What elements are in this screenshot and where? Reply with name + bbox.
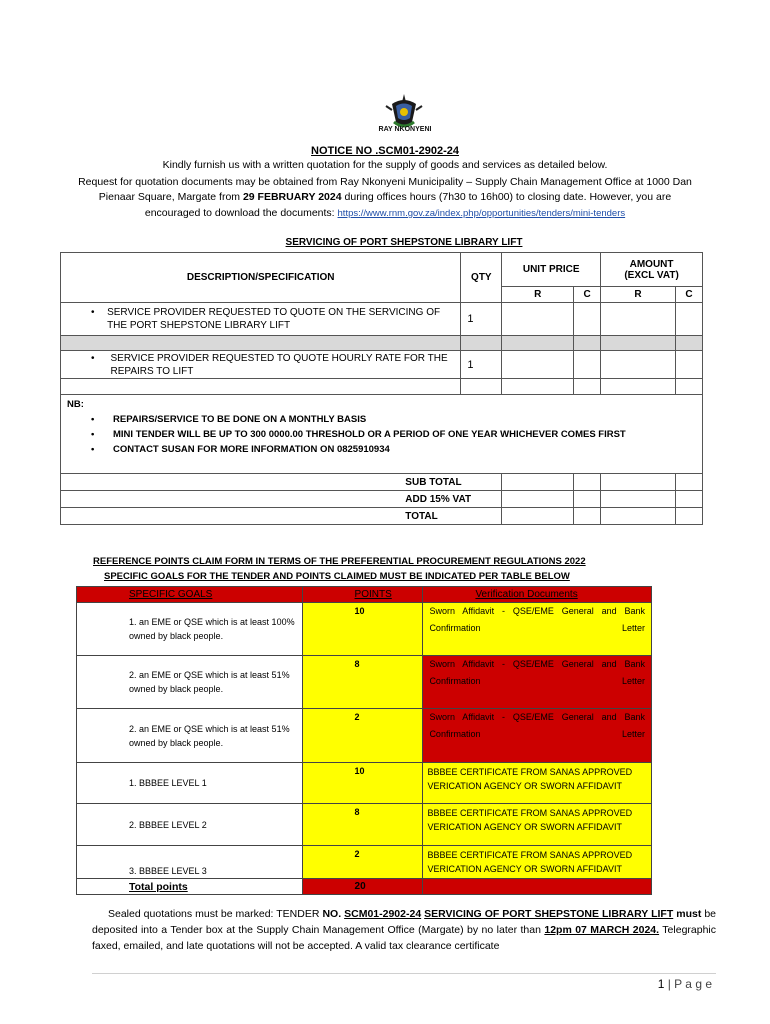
points-title-2: SPECIFIC GOALS FOR THE TENDER AND POINTS CLAIMED MUST BE INDICATED PER TABLE BELOW [104,571,570,582]
logo-text: RAY NKONYENI [378,126,432,133]
total-row [61,508,703,525]
item-1-amount-c[interactable] [675,303,702,336]
unit-price-c: C [574,287,601,303]
points-cell[interactable]: 2 [302,846,423,879]
item-2-amount-c[interactable] [675,351,702,379]
item-1-description: • SERVICE PROVIDER REQUESTED TO QUOTE ON THE SERVICING OF THE PORT SHEPSTONE LIBRARY LIFT [61,303,461,336]
intro-line-3-post: during offices hours (7h30 to 16h00) to closing date. However, you are [341,191,672,203]
vat-c[interactable] [675,491,702,508]
table-row [61,303,703,336]
footer-text-2: be deposited into a Tender box at the Supply Chain Management Office (Margate) by no later than [92,908,717,936]
nb-item-1: REPAIRS/SERVICE TO BE DONE ON A MONTHLY BASIS [113,414,367,425]
goal-cell: 2. an EME or QSE which is at least 51% owned by black people. [77,709,303,763]
subtotal-r[interactable] [601,474,676,491]
table-blank-row [61,379,703,395]
intro-line-3 [20,189,750,205]
item-2-text: SERVICE PROVIDER REQUESTED TO QUOTE HOURLY RATE FOR THE REPAIRS TO LIFT [110,352,448,377]
quote-table-title: SERVICING OF PORT SHEPSTONE LIBRARY LIFT [285,237,523,248]
subtotal-label: SUB TOTAL [61,474,502,491]
footer-paragraph [92,906,716,954]
goal-cell: 3. BBBEE LEVEL 3 [77,846,303,879]
col-verification-header: Verification Documents [423,587,652,603]
table-row [61,351,703,379]
intro-line-4 [20,205,750,222]
points-cell[interactable]: 8 [302,804,423,846]
footer-must: must [676,908,702,920]
item-1-unit-c[interactable] [574,303,601,336]
nb-label: NB: [67,399,84,410]
goal-cell: 2. an EME or QSE which is at least 51% owned by black people. [77,656,303,709]
points-cell[interactable]: 2 [302,709,423,763]
page-label: | P a g e [667,977,712,991]
footer-tender-title: SERVICING OF PORT SHEPSTONE LIBRARY LIFT [424,908,674,920]
table-row [77,709,652,763]
goal-cell: 1. BBBEE LEVEL 1 [77,763,303,804]
goal-cell: 1. an EME or QSE which is at least 100% owned by black people. [77,603,303,656]
total-points-label: Total points [77,879,303,895]
quote-table [60,252,703,525]
intro-line-3-pre: Pienaar Square, Margate from [98,191,243,203]
table-row [77,804,652,846]
table-row [77,603,652,656]
nb-item-2: MINI TENDER WILL BE UP TO 300 0000.00 THRESHOLD OR A PERIOD OF ONE YEAR WHICHEVER COMES FIRST [113,429,626,440]
intro-line-1: Kindly furnish us with a written quotation for the supply of goods and services as detailed below. [162,159,608,171]
verification-cell: BBBEE CERTIFICATE FROM SANAS APPROVED VERICATION AGENCY OR SWORN AFFIDAVIT [423,804,652,846]
vat-r[interactable] [601,491,676,508]
amount-header-line2: (EXCL VAT) [624,269,679,281]
item-1-qty: 1 [461,303,502,336]
notice-number: NOTICE NO .SCM01-2902-24 [311,145,459,157]
col-unit-price-header: UNIT PRICE [502,253,601,287]
vat-label: ADD 15% VAT [61,491,502,508]
nb-row [61,395,703,474]
amount-c: C [675,287,702,303]
total-r[interactable] [601,508,676,525]
item-1-text: SERVICE PROVIDER REQUESTED TO QUOTE ON THE SERVICING OF THE PORT SHEPSTONE LIBRARY LIFT [107,307,441,331]
vat-row [61,491,703,508]
amount-header-line1: AMOUNT [629,258,674,270]
table-spacer-row [61,336,703,351]
goal-cell: 2. BBBEE LEVEL 2 [77,804,303,846]
table-row [77,656,652,709]
download-link[interactable]: https://www.rnm.gov.za/index.php/opportunities/tenders/mini-tenders [337,208,626,219]
total-label: TOTAL [61,508,502,525]
points-cell[interactable]: 10 [302,603,423,656]
nb-section: NB: • REPAIRS/SERVICE TO BE DONE ON A MONTHLY BASIS • MINI TENDER WILL BE UP TO 300 0000.00 THRESHOLD OR A PERIOD OF ONE YEAR WHICHEVER COMES FIRST • CONTACT SUSAN FOR MORE INFORMATION ON 0825910934 [61,395,703,474]
verification-cell: BBBEE CERTIFICATE FROM SANAS APPROVED VERICATION AGENCY OR SWORN AFFIDAVIT [423,763,652,804]
subtotal-c[interactable] [675,474,702,491]
col-amount-header [601,253,703,287]
footer-text-1: Sealed quotations must be marked: TENDER [108,908,323,920]
verification-cell: BBBEE CERTIFICATE FROM SANAS APPROVED VERICATION AGENCY OR SWORN AFFIDAVIT [423,846,652,879]
col-qty-header: QTY [461,253,502,303]
points-cell[interactable]: 10 [302,763,423,804]
footer-closing-time: 12pm 07 MARCH 2024. [544,924,660,936]
issue-date: 29 FEBRUARY 2024 [242,191,342,203]
total-points-blank [423,879,652,895]
verification-cell: Sworn Affidavit - QSE/EME General and Bank Confirmation Letter [423,709,652,763]
item-2-unit-r[interactable] [502,351,574,379]
col-points-header: POINTS [302,587,423,603]
item-2-description: • SERVICE PROVIDER REQUESTED TO QUOTE HOURLY RATE FOR THE REPAIRS TO LIFT [61,351,461,379]
total-points-value: 20 [302,879,423,895]
verification-cell: Sworn Affidavit - QSE/EME General and Bank Confirmation Letter [423,656,652,709]
intro-line-4-pre: encouraged to download the documents: [144,207,338,219]
item-1-unit-r[interactable] [502,303,574,336]
intro-line-2: Request for quotation documents may be obtained from Ray Nkonyeni Municipality – Supply Chain Management Office at 1000 Dan [78,176,692,188]
footer-divider [92,973,716,974]
total-points-row [77,879,652,895]
col-description-header: DESCRIPTION/SPECIFICATION [61,253,461,303]
footer-reference: SCM01-2902-24 [344,908,422,920]
amount-r: R [601,287,676,303]
verification-cell: Sworn Affidavit - QSE/EME General and Bank Confirmation Letter [423,603,652,656]
item-2-unit-c[interactable] [574,351,601,379]
subtotal-row [61,474,703,491]
page-number-value: 1 [657,977,665,991]
item-2-amount-r[interactable] [601,351,676,379]
footer-text-3: Telegraphic faxed, emailed, and late quotations will not be accepted. A valid tax clearance certificate [92,924,717,952]
col-goals-header: SPECIFIC GOALS [77,587,303,603]
table-row [77,846,652,879]
footer-no: NO. [322,908,345,920]
table-row [77,763,652,804]
total-c[interactable] [675,508,702,525]
points-table [76,586,652,895]
page-number [658,977,712,991]
unit-price-r: R [502,287,574,303]
nb-item-3: CONTACT SUSAN FOR MORE INFORMATION ON 0825910934 [113,444,390,455]
points-title-1: REFERENCE POINTS CLAIM FORM IN TERMS OF THE PREFERENTIAL PROCUREMENT REGULATIONS 2022 [93,556,586,567]
item-1-amount-r[interactable] [601,303,676,336]
municipality-logo [372,92,436,144]
points-cell[interactable]: 8 [302,656,423,709]
item-2-qty: 1 [461,351,502,379]
